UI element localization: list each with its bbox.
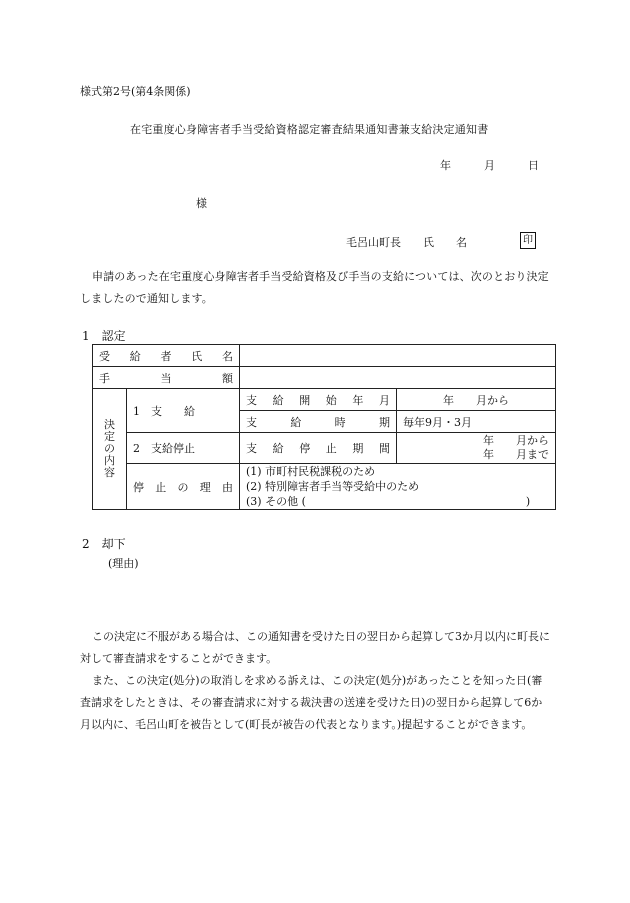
decision-table: [92, 344, 556, 510]
stop-period-from: 年 月から: [483, 434, 549, 447]
stop-reason-1: (1) 市町村民税課税のため: [246, 465, 376, 478]
table-row: [93, 345, 556, 367]
payment-period-label: 支給時期: [240, 411, 397, 433]
stop-label: 2 支給停止: [127, 433, 240, 464]
section2-heading: 2 却下: [82, 537, 126, 551]
payment-label: 1 支 給: [127, 389, 240, 433]
appeal-paragraph-2: また、この決定(処分)の取消しを求める訴えは、この決定(処分)があったことを知った日(審査請求をしたときは、その審査請求に対する裁決書の送達を受けた日)の翌日から起算して6か月以内に、毛呂山町を被告として(町長が被告の代表となります。)提起することができます。: [80, 674, 543, 731]
date-month-label: 月: [484, 159, 495, 172]
table-row: [93, 433, 556, 464]
table-row: [93, 464, 556, 510]
section1-heading: 1 認定: [82, 329, 126, 343]
stop-period-to: 年 月まで: [483, 448, 549, 461]
stop-period-label: 支給停止期間: [240, 433, 397, 464]
date-line: [440, 157, 539, 173]
decision-content-label: 決 定 の 内 容: [93, 389, 127, 510]
addressee-suffix: 様: [196, 197, 207, 210]
stop-reasons: [240, 464, 556, 510]
table-row: [93, 389, 556, 411]
stop-reason-label: 停止の理由: [127, 464, 240, 510]
date-year-label: 年: [440, 159, 451, 172]
appeal-paragraph-1: この決定に不服がある場合は、この通知書を受けた日の翌日から起算して3か月以内に町長に対して審査請求をすることができます。: [80, 630, 550, 665]
stop-period-value: [397, 433, 556, 464]
allowance-amount-label: 手当額: [93, 367, 240, 389]
intro-paragraph: 申請のあった在宅重度心身障害者手当受給資格及び手当の支給については、次のとおり決定しましたので通知します。: [80, 270, 549, 305]
stop-reason-3: (3) その他 ( ): [246, 495, 531, 508]
stop-reason-2: (2) 特別障害者手当等受給中のため: [246, 480, 420, 493]
form-number: 様式第2号(第4条関係): [80, 85, 191, 98]
payment-start-label: 支給開始年月: [240, 389, 397, 411]
appeal-notice: [80, 626, 552, 736]
payment-start-value: 年 月から: [397, 389, 556, 411]
recipient-name-value: [240, 345, 556, 367]
table-row: [93, 367, 556, 389]
date-day-label: 日: [528, 159, 539, 172]
issuer-line: 毛呂山町長 氏 名: [346, 236, 467, 249]
document-title: 在宅重度心身障害者手当受給資格認定審査結果通知書兼支給決定通知書: [130, 123, 489, 136]
rejection-reason-label: (理由): [108, 557, 139, 570]
seal-box: 印: [520, 232, 536, 249]
allowance-amount-value: [240, 367, 556, 389]
payment-period-value: 毎年9月・3月: [397, 411, 556, 433]
recipient-name-label: 受給者氏名: [93, 345, 240, 367]
